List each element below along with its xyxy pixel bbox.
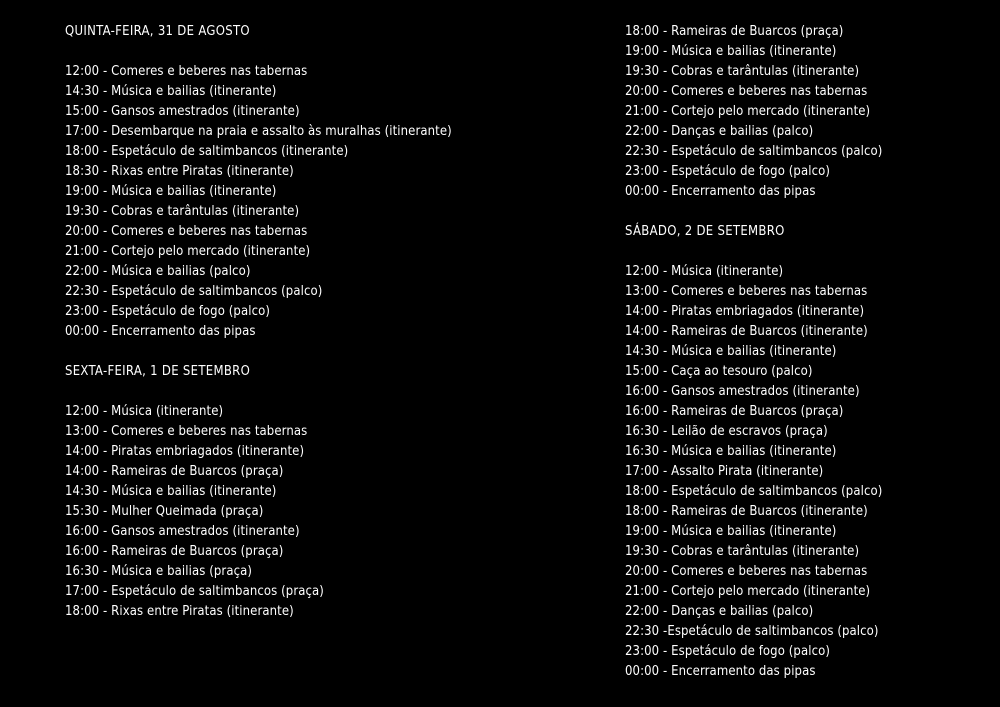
schedule-item: 20:00 - Comeres e beberes nas tabernas: [625, 84, 868, 99]
schedule-item: 19:30 - Cobras e tarântulas (itinerante): [625, 544, 860, 559]
schedule-item: 17:00 - Desembarque na praia e assalto às muralhas (itinerante): [65, 124, 452, 139]
schedule-item: 16:30 - Música e bailias (itinerante): [625, 444, 837, 459]
schedule-item: 19:30 - Cobras e tarântulas (itinerante): [625, 64, 860, 79]
schedule-item: 22:30 - Espetáculo de saltimbancos (palco): [625, 144, 883, 159]
schedule-item: 22:00 - Danças e bailias (palco): [625, 604, 814, 619]
schedule-item: 12:00 - Comeres e beberes nas tabernas: [65, 64, 308, 79]
schedule-item: 22:30 -Espetáculo de saltimbancos (palco): [625, 624, 879, 639]
schedule-item: 14:30 - Música e bailias (itinerante): [65, 84, 277, 99]
schedule-item: 14:00 - Piratas embriagados (itinerante): [625, 304, 865, 319]
schedule-item: 16:00 - Gansos amestrados (itinerante): [65, 524, 300, 539]
spacer: [625, 202, 882, 222]
schedule-item: 18:00 - Espetáculo de saltimbancos (itinerante): [65, 144, 349, 159]
schedule-item: 14:30 - Música e bailias (itinerante): [65, 484, 277, 499]
schedule-item: 16:00 - Rameiras de Buarcos (praça): [625, 404, 844, 419]
schedule-item: 22:00 - Danças e bailias (palco): [625, 124, 814, 139]
schedule-item: 18:00 - Rameiras de Buarcos (praça): [625, 24, 844, 39]
schedule-item: 18:30 - Rixas entre Piratas (itinerante): [65, 164, 294, 179]
schedule-item: 14:30 - Música e bailias (itinerante): [625, 344, 837, 359]
schedule-item: 18:00 - Espetáculo de saltimbancos (palco): [625, 484, 883, 499]
schedule-item: 13:00 - Comeres e beberes nas tabernas: [65, 424, 308, 439]
schedule-item: 23:00 - Espetáculo de fogo (palco): [625, 644, 831, 659]
schedule-item: 13:00 - Comeres e beberes nas tabernas: [625, 284, 868, 299]
schedule-column-left: [65, 22, 452, 622]
schedule-item: 17:00 - Assalto Pirata (itinerante): [625, 464, 824, 479]
spacer: [65, 382, 452, 402]
spacer: [625, 242, 882, 262]
schedule-item: 00:00 - Encerramento das pipas: [625, 184, 816, 199]
schedule-item: 23:00 - Espetáculo de fogo (palco): [625, 164, 831, 179]
schedule-item: 21:00 - Cortejo pelo mercado (itinerante): [65, 244, 311, 259]
schedule-item: 19:00 - Música e bailias (itinerante): [625, 44, 837, 59]
schedule-item: 14:00 - Piratas embriagados (itinerante): [65, 444, 305, 459]
schedule-item: 14:00 - Rameiras de Buarcos (itinerante): [625, 324, 868, 339]
schedule-item: 22:30 - Espetáculo de saltimbancos (palco): [65, 284, 323, 299]
schedule-column-right: [625, 22, 882, 682]
schedule-item: 16:30 - Leilão de escravos (praça): [625, 424, 828, 439]
schedule-item: 22:00 - Música e bailias (palco): [65, 264, 251, 279]
schedule-item: 20:00 - Comeres e beberes nas tabernas: [625, 564, 868, 579]
schedule-item: 21:00 - Cortejo pelo mercado (itinerante): [625, 584, 871, 599]
schedule-item: 21:00 - Cortejo pelo mercado (itinerante): [625, 104, 871, 119]
day-heading-thursday: QUINTA-FEIRA, 31 DE AGOSTO: [65, 24, 250, 39]
day-heading-friday: SEXTA-FEIRA, 1 DE SETEMBRO: [65, 364, 251, 379]
day-heading-saturday: SÁBADO, 2 DE SETEMBRO: [625, 224, 785, 239]
schedule-item: 00:00 - Encerramento das pipas: [625, 664, 816, 679]
schedule-item: 15:00 - Gansos amestrados (itinerante): [65, 104, 300, 119]
schedule-item: 15:00 - Caça ao tesouro (palco): [625, 364, 813, 379]
spacer: [65, 42, 452, 62]
schedule-item: 20:00 - Comeres e beberes nas tabernas: [65, 224, 308, 239]
schedule-item: 19:00 - Música e bailias (itinerante): [65, 184, 277, 199]
schedule-item: 16:00 - Rameiras de Buarcos (praça): [65, 544, 284, 559]
schedule-item: 17:00 - Espetáculo de saltimbancos (praça): [65, 584, 324, 599]
schedule-item: 23:00 - Espetáculo de fogo (palco): [65, 304, 271, 319]
spacer: [65, 342, 452, 362]
schedule-item: 16:30 - Música e bailias (praça): [65, 564, 253, 579]
schedule-item: 15:30 - Mulher Queimada (praça): [65, 504, 264, 519]
schedule-item: 19:30 - Cobras e tarântulas (itinerante): [65, 204, 300, 219]
schedule-item: 00:00 - Encerramento das pipas: [65, 324, 256, 339]
schedule-item: 12:00 - Música (itinerante): [625, 264, 784, 279]
schedule-item: 16:00 - Gansos amestrados (itinerante): [625, 384, 860, 399]
schedule-item: 12:00 - Música (itinerante): [65, 404, 224, 419]
schedule-item: 18:00 - Rameiras de Buarcos (itinerante): [625, 504, 868, 519]
schedule-item: 19:00 - Música e bailias (itinerante): [625, 524, 837, 539]
schedule-item: 18:00 - Rixas entre Piratas (itinerante): [65, 604, 294, 619]
schedule-item: 14:00 - Rameiras de Buarcos (praça): [65, 464, 284, 479]
